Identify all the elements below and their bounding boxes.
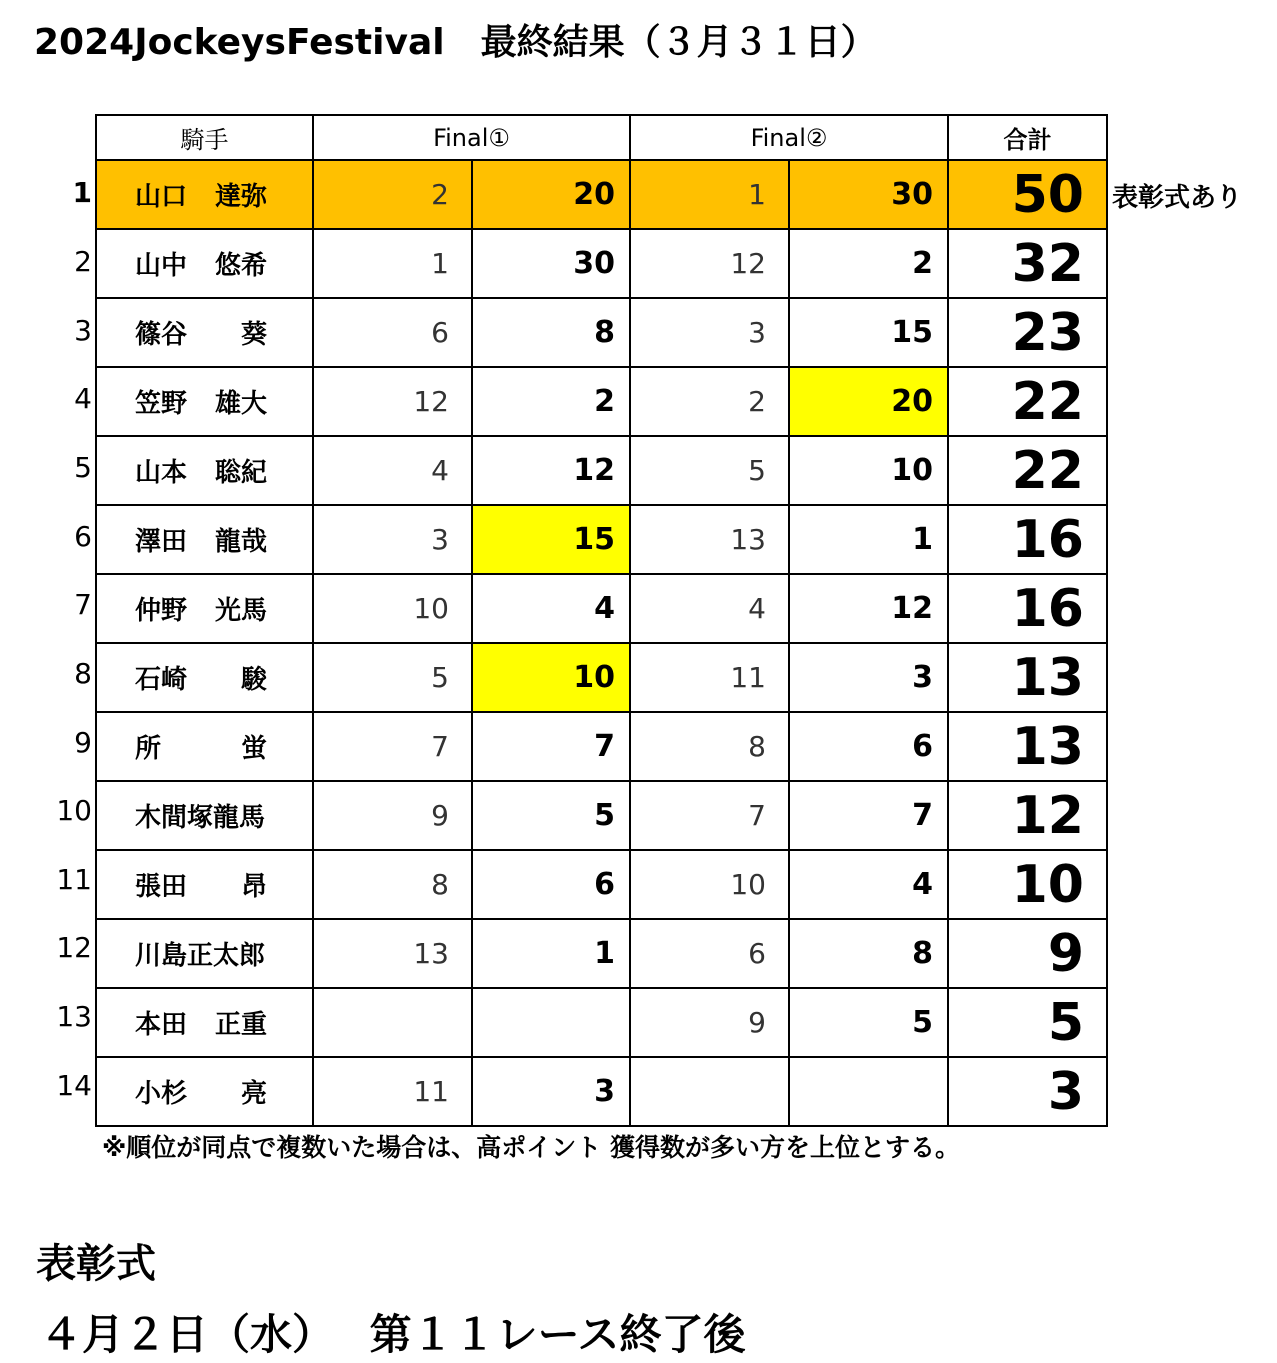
table-row [96, 160, 1107, 229]
final1-rank [313, 988, 472, 1057]
final1-points: 7 [472, 712, 630, 781]
final2-points: 6 [789, 712, 948, 781]
jockey-name: 山本 聡紀 [96, 436, 313, 505]
final1-points: 30 [472, 229, 630, 298]
page-title: 2024JockeysFestival 最終結果（３月３１日） [34, 22, 877, 63]
total-points: 22 [948, 367, 1107, 436]
final1-rank: 7 [313, 712, 472, 781]
results-table [95, 114, 1108, 1127]
jockey-name: 石崎 駿 [96, 643, 313, 712]
final2-rank [630, 1057, 789, 1126]
jockey-name: 木間塚龍馬 [96, 781, 313, 850]
final2-rank: 3 [630, 298, 789, 367]
position-number: 13 [56, 1000, 92, 1033]
final2-points: 1 [789, 505, 948, 574]
header-jockey: 騎手 [96, 115, 313, 160]
final2-rank: 12 [630, 229, 789, 298]
final2-points: 2 [789, 229, 948, 298]
ceremony-title: 表彰式 [36, 1241, 156, 1287]
table-row [96, 643, 1107, 712]
total-points: 16 [948, 505, 1107, 574]
final1-rank: 2 [313, 160, 472, 229]
jockey-name: 山中 悠希 [96, 229, 313, 298]
total-points: 13 [948, 712, 1107, 781]
jockey-name: 篠谷 葵 [96, 298, 313, 367]
final2-points: 3 [789, 643, 948, 712]
final2-points: 4 [789, 850, 948, 919]
table-row [96, 988, 1107, 1057]
final1-rank: 12 [313, 367, 472, 436]
final1-points: 2 [472, 367, 630, 436]
table-row [96, 781, 1107, 850]
final1-points: 4 [472, 574, 630, 643]
final1-rank: 9 [313, 781, 472, 850]
final2-points [789, 1057, 948, 1126]
final2-rank: 5 [630, 436, 789, 505]
header-final1: Final① [313, 115, 630, 160]
final2-rank: 2 [630, 367, 789, 436]
total-points: 5 [948, 988, 1107, 1057]
final1-points [472, 988, 630, 1057]
total-points: 9 [948, 919, 1107, 988]
jockey-name: 川島正太郎 [96, 919, 313, 988]
final2-points: 10 [789, 436, 948, 505]
header-total: 合計 [948, 115, 1107, 160]
table-row [96, 850, 1107, 919]
table-row [96, 919, 1107, 988]
position-number: 1 [72, 176, 92, 209]
total-points: 12 [948, 781, 1107, 850]
table-row [96, 436, 1107, 505]
jockey-name: 所 蛍 [96, 712, 313, 781]
table-row [96, 712, 1107, 781]
table-row [96, 505, 1107, 574]
final2-rank: 13 [630, 505, 789, 574]
final1-points: 3 [472, 1057, 630, 1126]
final1-rank: 8 [313, 850, 472, 919]
jockey-name: 小杉 亮 [96, 1057, 313, 1126]
position-number: 4 [74, 382, 92, 415]
final2-points: 7 [789, 781, 948, 850]
final1-rank: 3 [313, 505, 472, 574]
position-number: 8 [74, 657, 92, 690]
final2-rank: 7 [630, 781, 789, 850]
header-final2: Final② [630, 115, 948, 160]
final2-rank: 10 [630, 850, 789, 919]
final2-rank: 8 [630, 712, 789, 781]
final1-points: 12 [472, 436, 630, 505]
final1-points: 5 [472, 781, 630, 850]
total-points: 23 [948, 298, 1107, 367]
final1-rank: 5 [313, 643, 472, 712]
position-number: 2 [74, 245, 92, 278]
position-number: 9 [74, 726, 92, 759]
table-row [96, 1057, 1107, 1126]
final2-points: 12 [789, 574, 948, 643]
position-number: 6 [74, 520, 92, 553]
jockey-name: 本田 正重 [96, 988, 313, 1057]
position-number: 14 [56, 1069, 92, 1102]
final2-points: 15 [789, 298, 948, 367]
jockey-name: 仲野 光馬 [96, 574, 313, 643]
final1-points-highlighted: 15 [472, 505, 630, 574]
jockey-name: 笠野 雄大 [96, 367, 313, 436]
final2-rank: 4 [630, 574, 789, 643]
final1-rank: 4 [313, 436, 472, 505]
table-row [96, 367, 1107, 436]
final1-points: 6 [472, 850, 630, 919]
position-number: 7 [74, 588, 92, 621]
table-row [96, 574, 1107, 643]
final1-rank: 10 [313, 574, 472, 643]
total-points: 16 [948, 574, 1107, 643]
ceremony-detail: ４月２日（水） 第１１レース終了後 [40, 1310, 746, 1359]
position-number: 10 [56, 794, 92, 827]
table-header-row [96, 115, 1107, 160]
position-number: 11 [56, 863, 92, 896]
tiebreak-footnote: ※順位が同点で複数いた場合は、高ポイント 獲得数が多い方を上位とする。 [102, 1133, 961, 1162]
final1-rank: 11 [313, 1057, 472, 1126]
jockey-name: 山口 達弥 [96, 160, 313, 229]
jockey-name: 澤田 龍哉 [96, 505, 313, 574]
final2-points: 30 [789, 160, 948, 229]
final2-points: 5 [789, 988, 948, 1057]
final2-rank: 11 [630, 643, 789, 712]
final1-points: 8 [472, 298, 630, 367]
total-points: 22 [948, 436, 1107, 505]
total-points: 50 [948, 160, 1107, 229]
total-points: 3 [948, 1057, 1107, 1126]
final1-points: 1 [472, 919, 630, 988]
final2-points: 8 [789, 919, 948, 988]
position-number: 12 [56, 931, 92, 964]
final2-rank: 6 [630, 919, 789, 988]
final2-rank: 9 [630, 988, 789, 1057]
final1-points-highlighted: 10 [472, 643, 630, 712]
total-points: 10 [948, 850, 1107, 919]
jockey-name: 張田 昂 [96, 850, 313, 919]
final1-rank: 13 [313, 919, 472, 988]
final1-rank: 1 [313, 229, 472, 298]
final1-points: 20 [472, 160, 630, 229]
table-row [96, 298, 1107, 367]
final2-points-highlighted: 20 [789, 367, 948, 436]
position-number: 3 [74, 314, 92, 347]
final2-rank: 1 [630, 160, 789, 229]
total-points: 13 [948, 643, 1107, 712]
position-number: 5 [74, 451, 92, 484]
total-points: 32 [948, 229, 1107, 298]
final1-rank: 6 [313, 298, 472, 367]
award-note: 表彰式あり [1112, 183, 1243, 213]
table-row [96, 229, 1107, 298]
